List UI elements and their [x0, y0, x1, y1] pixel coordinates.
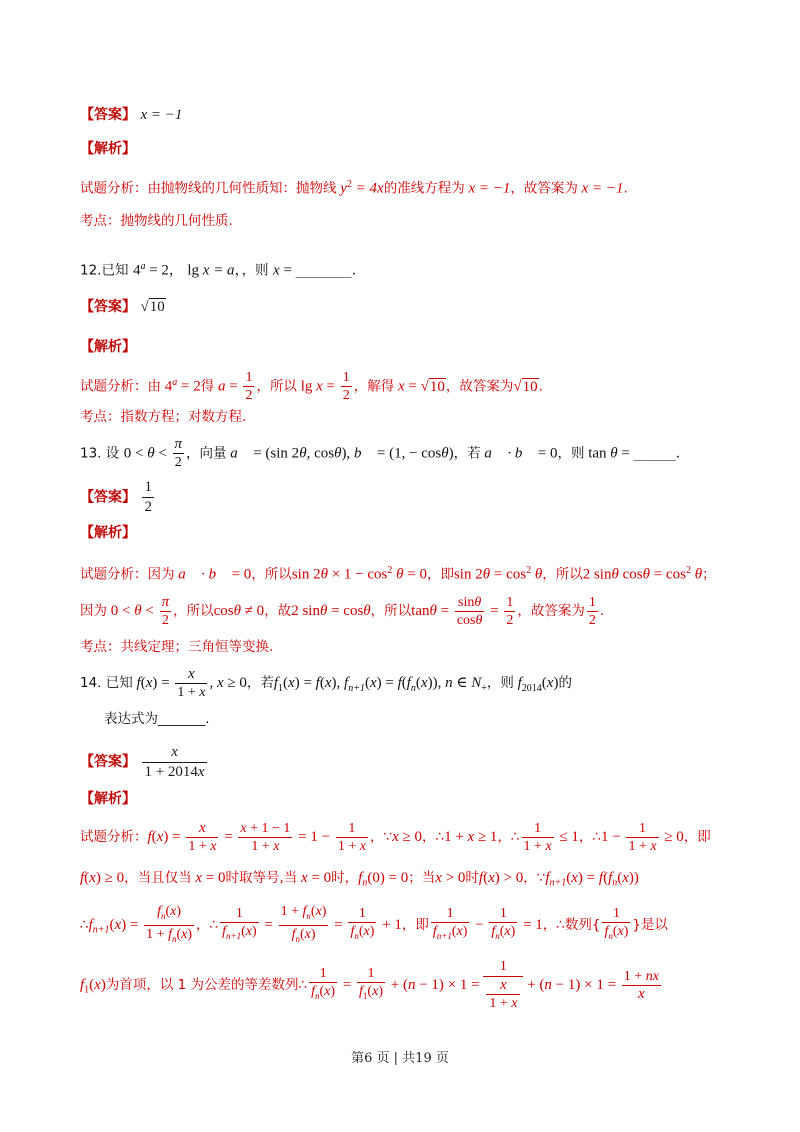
analysis-14-line4: $f_1(x)$为首项，以 1 为公差的等差数列∴ $\frac{1}{f_n(x)}$ = $\frac{1}{f_1(x)}$ + (n − 1) × 1 = $\frac{1}{\frac{x}{1 + x}}$ + (n − 1) × 1 = $\frac{1 + nx}{x}$	[80, 959, 659, 1011]
answer-14: 【答案】 $\frac{x}{1 + 2014x}$	[80, 743, 205, 780]
question-14-line2: 表达式为_______.	[104, 711, 210, 727]
analysis-text-12: 试题分析：由 $4^a = 2$得 a = $\frac{1}{2}$ ，所以 lg x = $\frac{1}{2}$ ，解得 x = √10，故答案为√10.	[80, 370, 543, 403]
answer-11	[80, 106, 182, 124]
answer-label: 【答案】	[80, 107, 136, 123]
analysis-label-11: 【解析】	[80, 141, 136, 157]
question-14: 14. 已知 f(x) = $\frac{x}{1 + x}$ , x ≥ 0，若$f_1(x) = f(x)$, $f_{n+1}(x) = f(f_n(x))$, n ∈ $N_+$，则 $f_{2014}(x)$的	[80, 665, 572, 700]
analysis-label-14: 【解析】	[80, 791, 136, 807]
answer-13: 【答案】 $\frac{1}{2}$	[80, 479, 152, 515]
analysis-14-line1: 试题分析：f(x) = $\frac{x}{1 + x}$ = $\frac{x + 1 - 1}{1 + x}$ = 1 − $\frac{1}{1 + x}$ ，∵x ≥ 0，∴1 + x ≥ 1，∴ $\frac{1}{1 + x}$ ≤ 1，∴1 − $\frac{1}{1 + x}$ ≥ 0，即	[80, 819, 711, 854]
analysis-13-line2: 因为 0 < θ < $\frac{\pi}{2}$ ，所以cosθ ≠ 0，故2 sinθ = cosθ，所以tanθ = $\frac{\sin\theta}{\cos\theta}$ = $\frac{1}{2}$ ，故答案为 $\frac{1}{2}$ .	[80, 593, 605, 628]
question-12: 12.已知 $4^a = 2$， lg x = a，，则 x = ________.	[80, 261, 357, 279]
question-13: 13. 设 0 < θ < $\frac{\pi}{2}$ ，向量 a⃗ = (sin 2θ, cosθ), b⃗ = (1, − cosθ)，若 a⃗ · b⃗ = 0，则 tan θ = ______.	[80, 436, 681, 470]
analysis-label-12: 【解析】	[80, 339, 136, 355]
kaodian-12: 考点：指数方程；对数方程.	[80, 409, 247, 425]
kaodian-11: 考点：抛物线的几何性质.	[80, 213, 233, 229]
kaodian-13: 考点：共线定理；三角恒等变换.	[80, 639, 274, 655]
analysis-14-line2: f(x) ≥ 0，当且仅当 x = 0时取等号,当 x = 0时，$f_n(0) = 0$；当x > 0时f(x) > 0，$\because f_{n+1}(x) = f(f_n(x))$	[80, 870, 639, 889]
page-footer: 第6 页 | 共19 页	[351, 1051, 449, 1066]
answer-value: x = −1	[140, 107, 183, 123]
analysis-13-line1: 试题分析：因为 a⃗ · b⃗ = 0，所以$\sin 2\theta \times 1 - \cos^2 \theta = 0$，即$\sin 2\theta = \cos^2 \theta$，所以2 sinθ $\cos\theta = \cos^2 \theta$；	[80, 565, 716, 583]
analysis-14-line3: $\therefore f_{n+1}(x)$ = $\frac{f_n(x)}{1 + f_n(x)}$ ，∴ $\frac{1}{f_{n+1}(x)}$ = $\frac{1 + f_n(x)}{f_n(x)}$ = $\frac{1}{f_n(x)}$ + 1，即 $\frac{1}{f_{n+1}(x)}$ − $\frac{1}{f_n(x)}$ = 1，∴数列{ $\frac{1}{f_n(x)}$ }是以	[80, 903, 669, 944]
analysis-text-11: 试题分析：由抛物线的几何性质知：抛物线 $y^2 = 4x$的准线方程为 x = −1，故答案为 x = −1.	[80, 179, 628, 197]
analysis-label-13: 【解析】	[80, 525, 136, 541]
answer-12: 【答案】 √10	[80, 299, 165, 315]
